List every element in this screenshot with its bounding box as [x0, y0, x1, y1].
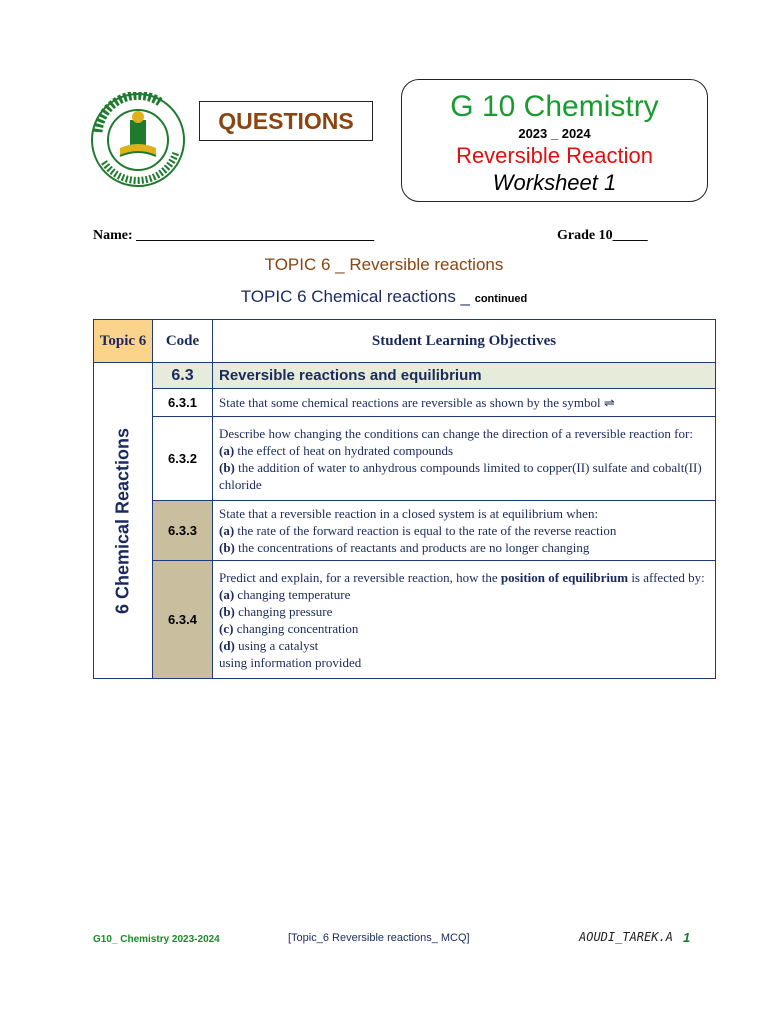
item-text: using a catalyst [234, 637, 319, 653]
item-text: the concentrations of reactants and products are no longer changing [234, 540, 590, 555]
footer-topic-rest: _6 Reversible reactions_ MCQ] [316, 932, 470, 944]
worksheet-number: Worksheet 1 [492, 170, 617, 195]
course-title: G 10 Chemistry [450, 90, 659, 123]
table-row [94, 501, 716, 561]
learning-objectives-table [93, 319, 716, 679]
item-text: the rate of the forward reaction is equal to the rate of the reverse reaction [234, 523, 617, 538]
footer-course: G10_ Chemistry 2023-2024 [93, 934, 220, 945]
item-label: (a) [219, 523, 235, 538]
section-row [94, 363, 716, 389]
table-row [94, 389, 716, 417]
topic-subheading [0, 287, 768, 307]
grade-field[interactable]: Grade 10_____ [557, 228, 648, 243]
item-label: (a) [219, 586, 235, 602]
topic-subheading-main: TOPIC 6 Chemical reactions _ [240, 287, 475, 306]
item-label: (c) [219, 620, 234, 636]
header-objectives: Student Learning Objectives [213, 320, 716, 363]
school-logo [90, 92, 186, 188]
objective-text [213, 417, 716, 501]
item-label: (a) [219, 442, 235, 458]
table-row [94, 561, 716, 679]
objective-code: 6.3.4 [153, 561, 213, 679]
objective-code: 6.3.3 [153, 501, 213, 561]
item-text: the addition of water to anhydrous compounds limited to copper(II) sulfate and cobalt(II) chloride [219, 459, 702, 492]
header-code: Code [153, 320, 213, 363]
header-topic: Topic 6 [94, 320, 153, 363]
side-label: 6 Chemical Reactions [112, 427, 133, 614]
item-label: (d) [219, 637, 235, 653]
objective-text [213, 501, 716, 561]
item-label: (b) [219, 603, 235, 619]
item-text: changing concentration [233, 620, 359, 636]
table-row [94, 417, 716, 501]
objective-intro: Predict and explain, for a reversible reaction, how the [219, 569, 501, 585]
objective-text: State that some chemical reactions are reversible as shown by the symbol ⇌ [213, 389, 716, 417]
topic-heading: TOPIC 6 _ Reversible reactions [264, 255, 504, 274]
item-label: (b) [219, 540, 235, 555]
objective-code: 6.3.1 [153, 389, 213, 417]
objective-code: 6.3.2 [153, 417, 213, 501]
objective-intro-end: is affected by: [628, 569, 705, 585]
questions-label: QUESTIONS [218, 107, 354, 134]
objective-intro: State that a reversible reaction in a closed system is at equilibrium when: [219, 506, 599, 521]
title-box [401, 79, 708, 202]
side-label-cell [94, 363, 153, 679]
name-field[interactable]: Name: __________________________________ [93, 228, 375, 243]
footer-author: AOUDI_TAREK.A [579, 930, 673, 944]
item-label: (b) [219, 459, 235, 475]
item-text: the effect of heat on hydrated compounds [234, 442, 454, 458]
objective-outro: using information provided [219, 654, 362, 670]
objective-intro: Describe how changing the conditions can change the direction of a reversible reaction for: [219, 425, 693, 441]
objective-text [213, 561, 716, 679]
footer-topic-prefix: [Topic [288, 932, 317, 944]
section-title: Reversible reactions and equilibrium [213, 363, 716, 389]
topic-title: Reversible Reaction [456, 143, 653, 168]
item-text: changing pressure [234, 603, 333, 619]
topic-subheading-suffix: continued [474, 293, 528, 305]
footer-topic [288, 932, 470, 944]
objective-intro-bold: position of equilibrium [500, 569, 629, 585]
section-code: 6.3 [153, 363, 213, 389]
questions-label-box [199, 101, 373, 141]
item-text: changing temperature [234, 586, 351, 602]
academic-year: 2023 _ 2024 [518, 126, 591, 141]
page-number: 1 [683, 930, 691, 945]
table-header-row [94, 320, 716, 363]
